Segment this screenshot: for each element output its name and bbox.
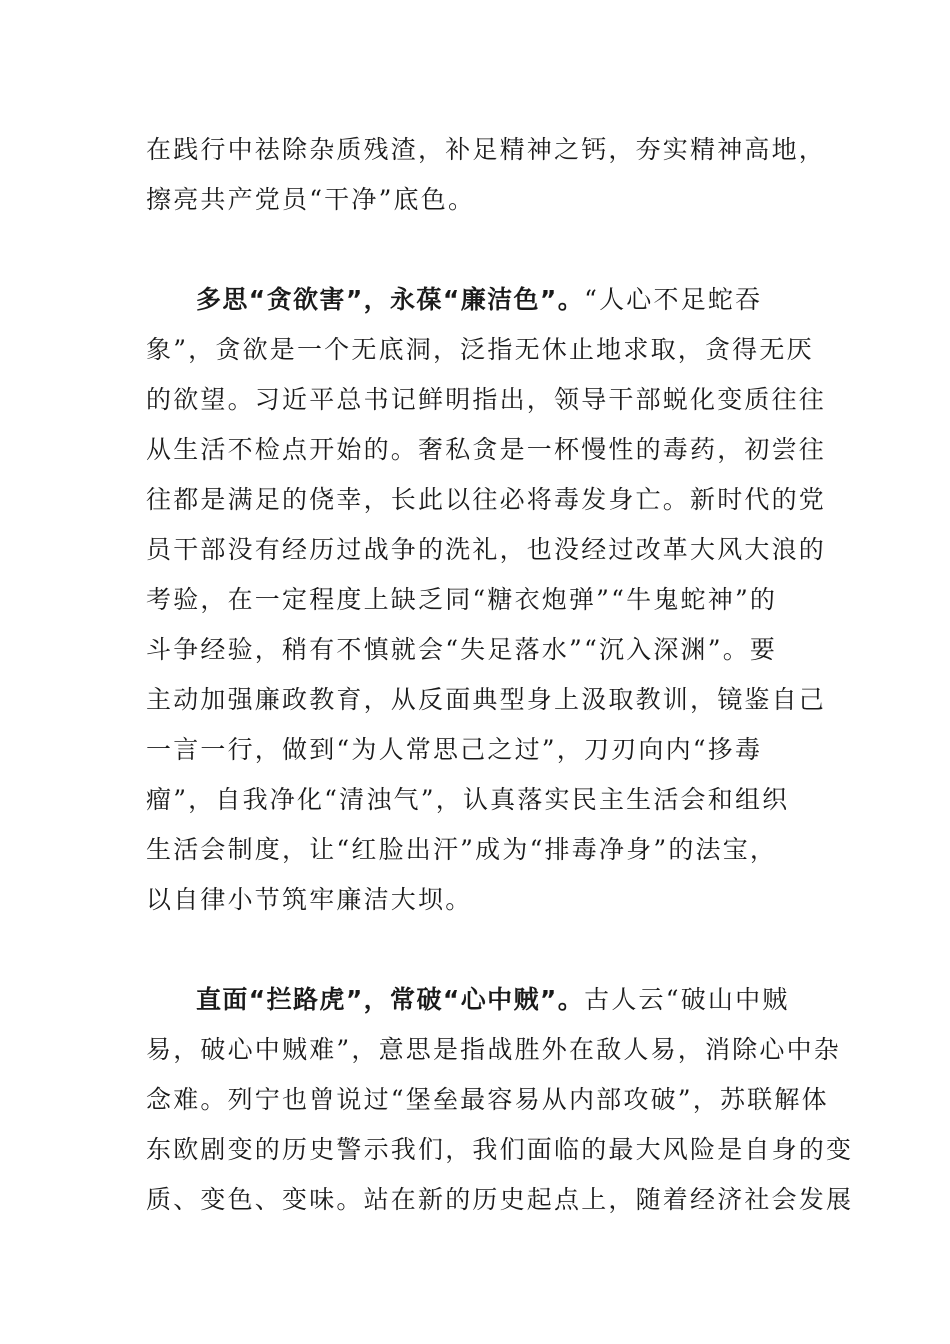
section1-line: 往都是满足的侥幸，长此以往必将毒发身亡。新时代的党 (146, 485, 827, 514)
opening-line-1: 在践行中祛除杂质残渣，补足精神之钙，夯实精神高地， (146, 135, 827, 164)
section1-line: 从生活不检点开始的。奢私贪是一杯慢性的毒药，初尝往 (146, 435, 827, 464)
section2-line: 易，破心中贼难”，意思是指战胜外在敌人易，消除心中杂 (146, 1035, 841, 1064)
section1-line: 象”，贪欲是一个无底洞，泛指无休止地求取，贪得无厌 (146, 335, 814, 364)
section1-first-line (196, 283, 762, 317)
section1-line: 的欲望。习近平总书记鲜明指出，领导干部蜕化变质往往 (146, 385, 827, 414)
section1-line: 以自律小节筑牢廉洁大坝。 (146, 885, 473, 914)
section2-line: 东欧剧变的历史警示我们，我们面临的最大风险是自身的变 (146, 1135, 854, 1164)
section1-line: 斗争经验，稍有不慎就会“失足落水”“沉入深渊”。要 (146, 635, 778, 664)
section1-heading: 多思“贪欲害”，永葆“廉洁色”。 (196, 285, 585, 314)
section1-first-line-text: “人心不足蛇吞 (584, 285, 763, 314)
opening-line-2: 擦亮共产党员“干净”底色。 (146, 185, 476, 214)
section1-line: 生活会制度，让“红脸出汗”成为“排毒净身”的法宝， (146, 835, 778, 864)
section1-line: 考验，在一定程度上缺乏同“糖衣炮弹”“牛鬼蛇神”的 (146, 585, 778, 614)
section1-line: 瘤”，自我净化“清浊气”，认真落实民主生活会和组织 (146, 785, 790, 814)
section1-line: 一言一行，做到“为人常思己之过”，刀刃向内“拸毒 (146, 735, 763, 764)
section2-line: 质、变色、变味。站在新的历史起点上，随着经济社会发展 (146, 1185, 854, 1214)
section1-line: 员干部没有经历过战争的洗礼，也没经过改革大风大浪的 (146, 535, 827, 564)
section1-line: 主动加强廉政教育，从反面典型身上汲取教训，镜鉴自己 (146, 685, 827, 714)
section2-heading: 直面“拦路虎”，常破“心中贼”。 (196, 985, 585, 1014)
section2-line: 念难。列宁也曾说过“堡垒最容易从内部攻破”，苏联解体 (146, 1085, 829, 1114)
section2-first-line-text: 古人云“破山中贼 (584, 985, 790, 1014)
section2-first-line (196, 983, 790, 1017)
